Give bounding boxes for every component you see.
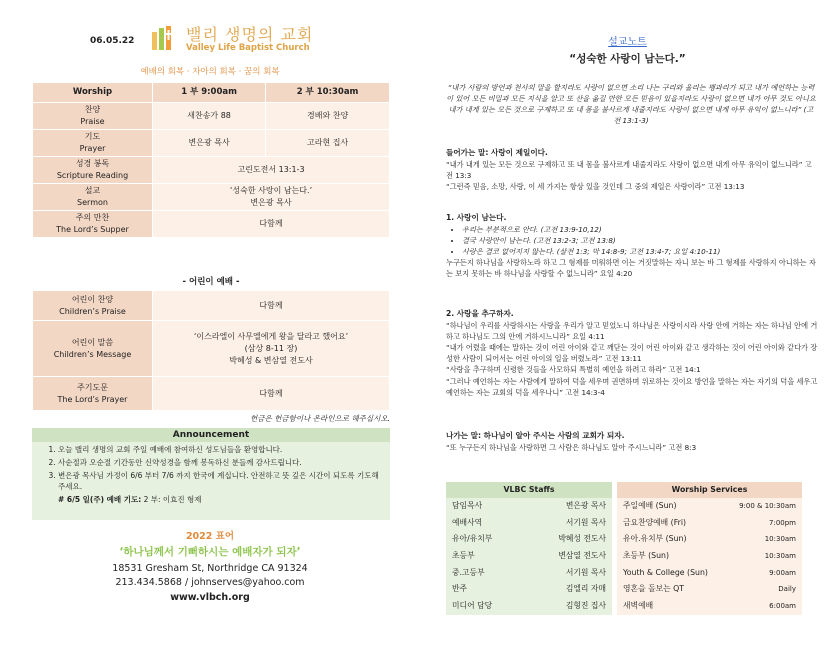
order-label-kr: 주의 만찬 [75,213,110,223]
service-row [617,581,802,598]
church-slogan: 예배의 회복 · 자아의 회복 · 꿈의 회복 [140,67,280,77]
announcement-item: 1. 오늘 밸리 생명의 교회 주일 예배에 참여하신 성도님들을 환영합니다. [58,445,380,456]
staff-name: 박혜성 전도사 [558,534,606,544]
staff-row [446,531,612,548]
sermon-point-2 [446,308,818,398]
point-2-verse: “그러나 예언하는 자는 사람에게 말하여 덕을 세우며 권면하며 위로하는 것이요 방언을 말하는 자는 자기의 덕을 세우고 예언하는 자는 교회의 덕을 세우나니” 고전 14:3-4 [446,376,818,397]
staff-row [446,515,612,532]
service-time: 10:30am [764,535,796,544]
service-row [617,515,802,532]
order-label-praise [33,103,153,130]
church-logo-icon [150,24,178,52]
announcement-item: 2. 사순절과 오순절 기간동안 신약성경을 함께 봉독하신 분들께 감사드립니다. [58,458,380,469]
intro-verse: “그런즉 믿음, 소망, 사랑, 이 세 가지는 항상 있을 것인데 그 중의 제일은 사랑이라” 고전 13:13 [446,182,745,192]
kids-label-lords-prayer [33,377,153,411]
prayer-label: # 6/5 일(주) 예배 기도: [58,494,142,504]
services-title: Worship Services [617,482,802,498]
staff-row [446,548,612,565]
point-2-verse: “내가 어렸을 때에는 말하는 것이 어린 아이와 같고 깨닫는 것이 어린 아이와 같고 생각하는 것이 어린 아이와 같다가 장성한 사람이 되어서는 어린 아이의 일을 버렸노라” 고전 13:11 [446,343,818,364]
worship-order-table [32,82,390,238]
point-1-heading: 1. 사랑이 남는다. [446,213,507,222]
order-label-en: The Lord’s Supper [56,225,129,234]
kids-label-kr: 어린이 찬양 [71,294,114,304]
theme-year: 2022 표어 [185,531,235,542]
order-label-prayer [33,130,153,157]
order-label-kr: 설교 [84,186,101,196]
service-name: 주일예배 (Sun) [623,501,677,510]
kids-label-praise [33,291,153,321]
order-label-en: Prayer [79,144,106,153]
staff-role: 예배사역 [452,517,483,527]
staff-role: 중.고등부 [452,567,485,577]
order-label-lords-supper [33,211,153,238]
church-name-english: Valley Life Baptist Church [186,43,310,53]
point-2-verse: “사랑을 추구하며 신령한 것들을 사모하되 특별히 예언을 하려고 하라” 고전 14:1 [446,365,701,375]
point-1-text: 누구든지 하나님을 사랑하노라 하고 그 형제를 미워하면 이는 거짓말하는 자니 보는 바 그 형제를 사랑하지 아니하는 자는 보지 못하는 바 하나님을 사랑할 수 없느니라” 요일 4:20 [446,258,816,279]
order-value: 새찬송가 88 [153,103,266,130]
kids-value [153,321,390,377]
kids-label-en: Children’s Praise [59,306,126,316]
order-label-kr: 기도 [84,132,101,142]
service-time: 10:30am [764,552,796,561]
order-label-kr: 성경 봉독 [75,159,110,169]
church-contact [0,562,420,605]
sermon-title-cell: ‘성숙한 사랑이 남는다.’ [229,186,313,196]
service-time: 6:00am [769,602,796,611]
bulletin-date: 06.05.22 [90,36,135,46]
sermon-intro [446,147,818,192]
order-label-en: Scripture Reading [56,171,129,180]
point-1-bullet: • 결국 사랑만이 남는다. (고전 13:2-3; 고전 13:8) [462,235,818,246]
staff-name: 서기원 목사 [565,517,606,527]
sermon-closing [446,430,818,453]
announcement-body [32,442,390,520]
kids-label-kr: 어린이 말씀 [71,337,114,347]
church-website-link[interactable]: www.vlbch.org [170,591,250,603]
sermon-key-verse: “내가 사람의 방언과 천사의 말을 할지라도 사랑이 없으면 소리 나는 구리와 울리는 꽹과리가 되고 내가 예언하는 능력이 있어 모든 비밀과 모든 지식을 알고 또 산을 옮길 만한 모든 믿음이 있을지라도 사랑이 없으면 내가 아무 것도 아니요 내가 내게 있는 모든 것으로 구제하고 또 내 몸을 불사르게 내줄지라도 사랑이 없으면 내게 아무 유익이 없느니라” (고전 13:1-3) [446,83,816,126]
service-name: 유아.유치부 (Sun) [623,534,687,544]
church-name-korean: 밸리 생명의 교회 [186,25,314,44]
service-time: 9:00 & 10:30am [739,502,796,510]
staff-role: 담임목사 [452,501,483,510]
order-label-scripture [33,157,153,184]
kids-value: 다함께 [153,291,390,321]
staff-name: 변삼열 전도사 [558,551,606,561]
staff-title: VLBC Staffs [446,482,612,498]
kids-worship-banner: - 어린이 예배 - [182,277,240,287]
col-header-first-service: 1 부 9:00am [153,83,266,103]
col-header-second-service: 2 부 10:30am [266,83,390,103]
kids-message-speakers: 박혜성 & 변삼열 전도사 [229,355,313,365]
sermon-preacher-cell: 변은광 목사 [250,198,292,207]
service-name: 새벽예배 [623,601,654,611]
closing-verse: “또 누구든지 하나님을 사랑하면 그 사람은 하나님도 알아 주시느니라” 고전 8:3 [446,442,697,452]
kids-label-kr: 주기도문 [77,382,108,392]
col-header-worship: Worship [33,83,153,103]
kids-worship-table [32,290,390,411]
point-1-bullet: • 사랑은 결코 없어지지 않는다. (살전 1:3; 막 14:8-9; 고전 13:4-7; 요일 4:10-11) [462,246,818,257]
service-row [617,565,802,582]
staff-table [446,482,612,615]
theme-text: ‘하나님께서 기뻐하시는 예배자가 되자’ [119,546,301,558]
order-value: 고린도전서 13:1-3 [153,157,390,184]
announcement-item: 3. 변은광 목사님 가정이 6/6 부터 7/6 까지 한국에 계십니다. 안전하고 뜻 깊은 시간이 되도록 기도해주세요. [58,471,380,493]
offering-note: 헌금은 헌금함이나 온라인으로 해주십시오. [250,414,390,423]
kids-message-title: ‘이스라엘이 사무엘에게 왕을 달라고 했어요’ [193,331,349,341]
staff-role: 초등부 [452,551,475,561]
order-value: 변은광 목사 [153,130,266,157]
kids-label-en: Children’s Message [53,349,132,359]
staff-role: 유아/유치부 [452,534,493,544]
sermon-point-1 [446,212,818,280]
staff-name: 김엘리 자매 [565,584,606,594]
staff-role: 미디어 담당 [452,601,493,611]
service-row [617,548,802,565]
staff-row [446,598,612,615]
order-label-kr: 찬양 [84,105,101,115]
order-value [153,184,390,211]
order-label-en: Sermon [77,198,108,207]
staff-role: 반주 [452,584,468,594]
point-2-heading: 2. 사랑을 추구하자. [446,309,514,318]
service-name: 영혼을 돌보는 QT [623,584,685,594]
services-table [617,482,802,615]
intro-verse: “내가 내게 있는 모든 것으로 구제하고 또 내 몸을 불사르게 내줄지라도 사랑이 없으면 내게 아무 유익이 없느니라” 고전 13:3 [446,159,812,180]
staff-row [446,581,612,598]
service-row [617,498,802,515]
announcement-prayer [58,495,380,506]
kids-label-message [33,321,153,377]
service-name: Youth & College (Sun) [623,567,708,577]
order-value: 경배와 찬양 [266,103,390,130]
order-label-en: Praise [80,117,105,126]
service-time: 7:00pm [769,518,796,527]
order-value: 다함께 [153,211,390,238]
staff-row [446,565,612,582]
order-value: 고라현 집사 [266,130,390,157]
church-address: 18531 Gresham St, Northridge CA 91324 [112,563,308,574]
intro-heading: 들어가는 말: 사랑이 제일이다. [446,148,548,157]
service-row [617,598,802,615]
announcement-title: Announcement [32,428,390,442]
kids-message-scripture: (삼상 8-11 장) [244,343,298,353]
staff-name: 변은광 목사 [565,501,606,510]
service-name: 금요찬양예배 (Fri) [623,517,687,527]
service-name: 초등부 (Sun) [623,551,669,561]
service-time: Daily [778,585,796,594]
point-2-verse: “하나님이 우리를 사랑하시는 사랑을 우리가 알고 믿었노니 하나님은 사랑이시라 사랑 안에 거하는 자는 하나님 안에 거하고 하나님도 그의 안에 거하시느니라” 요일 4:11 [446,320,818,341]
order-label-sermon [33,184,153,211]
kids-label-en: The Lord’s Prayer [57,394,128,404]
kids-value: 다함께 [153,377,390,411]
sermon-title: “성숙한 사랑이 남는다.” [569,53,686,65]
prayer-value: 2 부: 이효진 형제 [141,494,202,504]
staff-name: 김형진 집사 [565,601,606,611]
service-time: 9:00am [769,568,796,577]
staff-name: 서기원 목사 [565,567,606,577]
sermon-notes-label: 설교노트 [608,37,647,48]
closing-heading: 나가는 말: 하나님이 알아 주시는 사람의 교회가 되자. [446,431,625,440]
point-1-bullet: • 우리는 부분적으로 안다. (고전 13:9-10,12) [462,224,818,235]
church-phone-email[interactable]: 213.434.5868 / johnserves@yahoo.com [115,577,305,589]
service-row [617,531,802,548]
staff-row [446,498,612,515]
